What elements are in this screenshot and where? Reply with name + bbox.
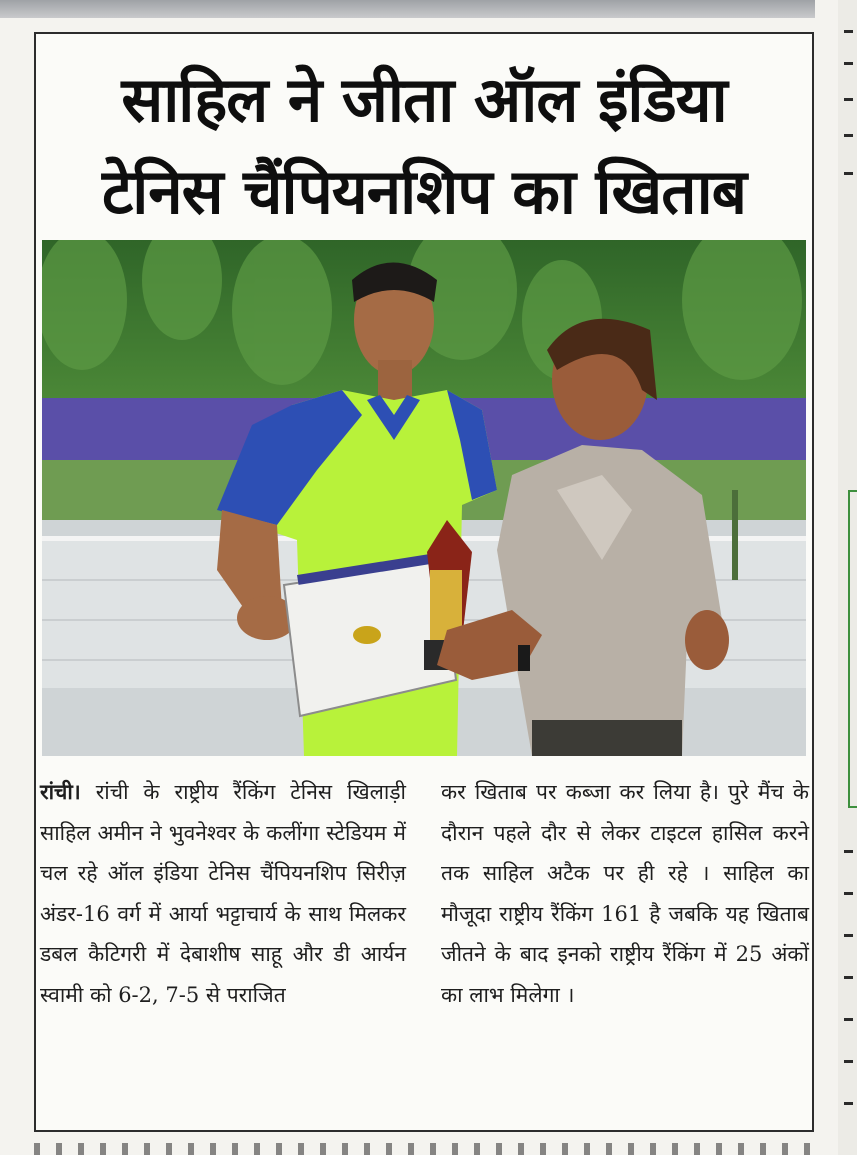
headline: [36, 54, 812, 238]
next-article-edge: [34, 1143, 814, 1155]
adjacent-box-edge: [848, 490, 857, 808]
article-column-1: [40, 772, 406, 1015]
dateline: रांची।: [40, 780, 81, 804]
column-2-text: कर खिताब पर कब्जा कर लिया है। पुरे मैंच के दौरान पहले दौर से लेकर टाइटल हासिल करने तक साहिल अटैक पर ही रहे । साहिल का मौजूदा राष्ट्रीय रैंकिंग 161 है जबकि यह खिताब जीतने के बाद इनको राष्ट्रीय रैंकिंग में 25 अंकों का लाभ मिलेगा ।: [441, 780, 809, 1007]
adjacent-article-strip: [0, 0, 815, 18]
news-photo: [42, 240, 806, 756]
news-article: [34, 32, 814, 1132]
column-1-text: रांची के राष्ट्रीय रैंकिंग टेनिस खिलाड़ी साहिल अमीन ने भुवनेश्वर के कलींगा स्टेडियम में चल रहे ऑल इंडिया टेनिस चैंपियनशिप सिरीज़ अंडर-16 वर्ग में आर्या भट्टाचार्य के साथ मिलकर डबल कैटिगरी में देबाशीष साहू और डी आर्यन स्वामी को 6-2, 7-5 से पराजित: [40, 780, 406, 1007]
headline-line-1: साहिल ने जीता ऑल इंडिया: [121, 63, 727, 136]
headline-line-2: टेनिस चैंपियनशिप का खिताब: [101, 155, 747, 228]
article-column-2: [441, 772, 809, 1015]
